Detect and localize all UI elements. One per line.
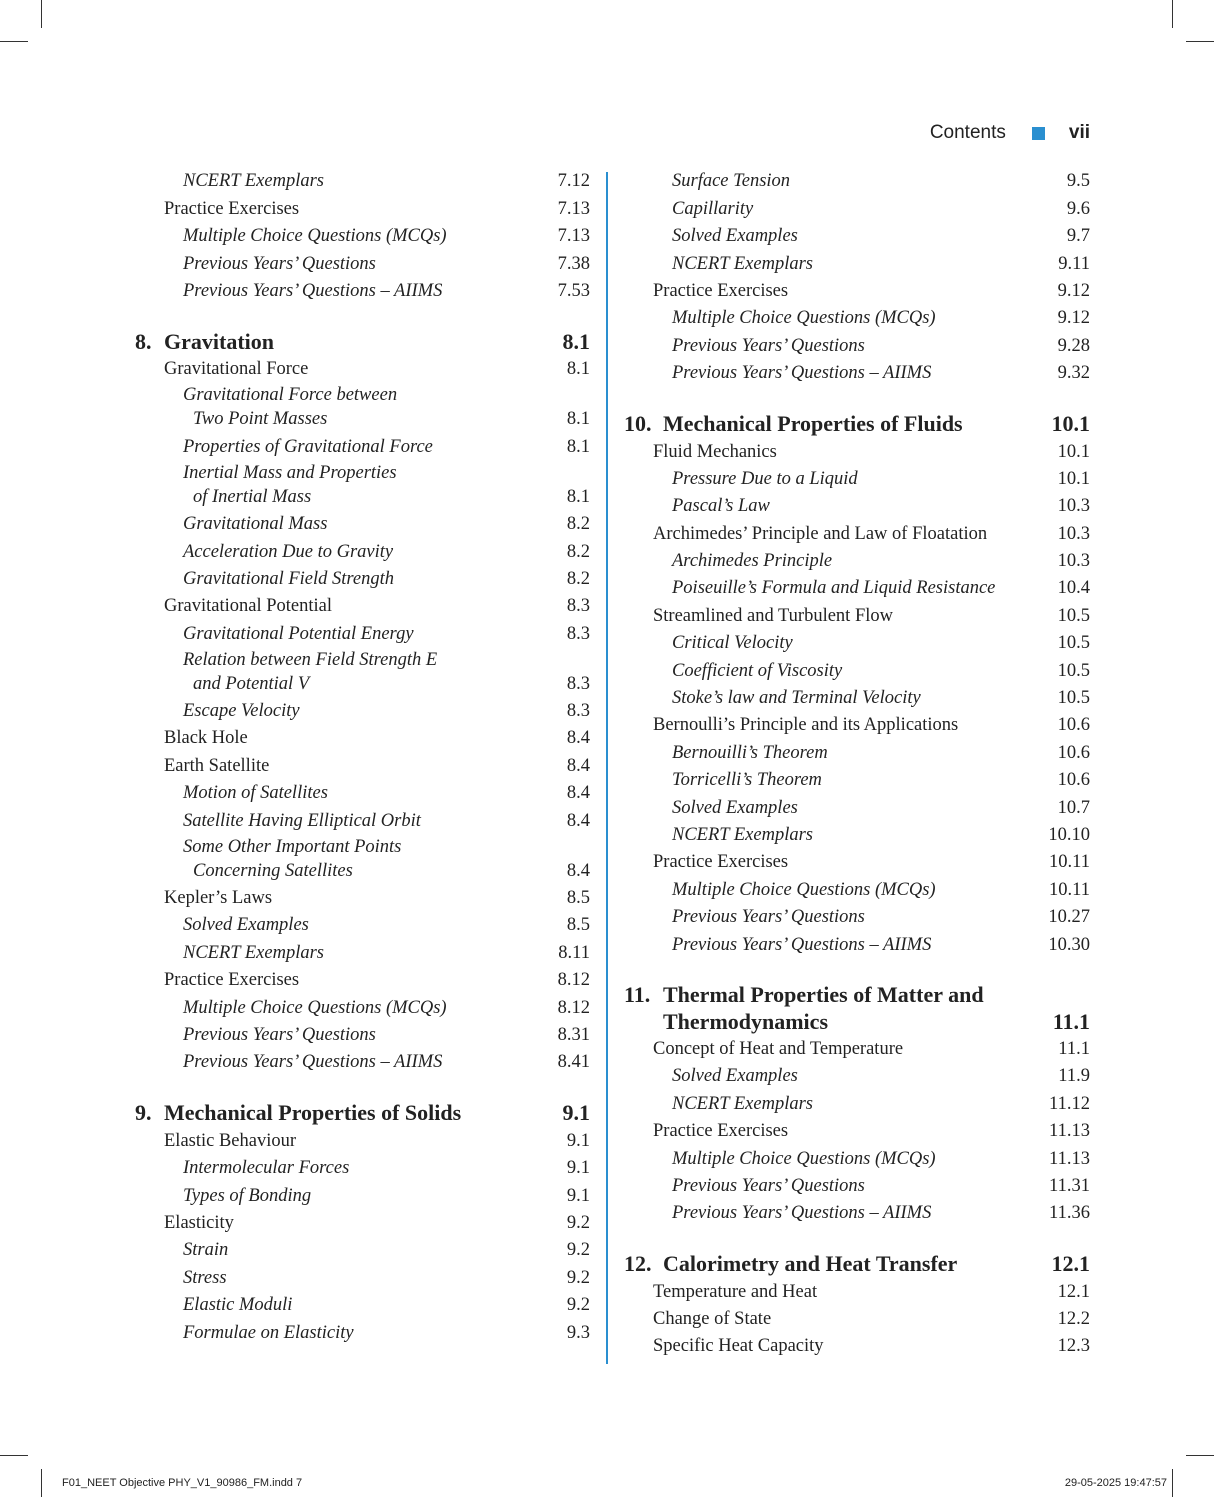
chapter-title: Gravitation — [164, 328, 274, 354]
entry-page-number: 10.5 — [1057, 605, 1090, 626]
entry-page-number: 11.1 — [1052, 1008, 1090, 1034]
subsection-entry[interactable] — [624, 685, 1090, 712]
entry-page-number: 8.41 — [557, 1052, 590, 1073]
entry-title: Streamlined and Turbulent Flow — [653, 605, 893, 626]
entry-page-number: 9.2 — [566, 1212, 590, 1233]
running-header — [930, 119, 1090, 147]
subsection-entry[interactable] — [624, 822, 1090, 849]
entry-page-number: 12.3 — [1057, 1336, 1090, 1357]
chapter-title: Mechanical Properties of Fluids — [663, 411, 963, 437]
entry-title: Previous Years’ Questions — [672, 907, 865, 928]
entry-title: Solved Examples — [672, 226, 798, 247]
entry-page-number: 10.6 — [1057, 715, 1090, 736]
entry-page-number: 10.11 — [1049, 852, 1090, 873]
entry-page-number: 7.13 — [557, 198, 590, 219]
subsection-entry[interactable] — [135, 566, 590, 593]
subsection-entry[interactable] — [624, 466, 1090, 493]
entry-page-number: 9.7 — [1066, 226, 1090, 247]
subsection-entry[interactable] — [135, 698, 590, 725]
crop-mark — [1172, 1469, 1173, 1497]
entry-title: Gravitational Potential — [164, 596, 332, 617]
subsection-entry[interactable] — [135, 511, 590, 538]
entry-title: Elastic Behaviour — [164, 1130, 297, 1151]
entry-title: Previous Years’ Questions – AIIMS — [672, 1203, 932, 1224]
subsection-entry[interactable] — [624, 767, 1090, 794]
chapter-entry[interactable] — [135, 1098, 590, 1127]
entry-title: Gravitational Force — [164, 359, 309, 380]
subsection-entry[interactable] — [624, 223, 1090, 250]
subsection-entry[interactable] — [135, 939, 590, 966]
footer-date: 29-05-2025 19:47:57 — [1064, 1477, 1167, 1489]
entry-title: Critical Velocity — [672, 633, 793, 654]
entry-title: Archimedes’ Principle and Law of Floatation — [653, 523, 988, 544]
entry-page-number: 8.5 — [566, 888, 590, 909]
subsection-entry[interactable] — [135, 1155, 590, 1182]
subsection-entry[interactable] — [135, 1049, 590, 1076]
entry-page-number: 10.5 — [1057, 633, 1090, 654]
entry-title: Escape Velocity — [183, 701, 300, 722]
subsection-entry[interactable] — [135, 1292, 590, 1319]
entry-title: Previous Years’ Questions — [183, 1024, 376, 1045]
entry-page-number: 10.6 — [1057, 770, 1090, 791]
subsection-entry[interactable] — [135, 780, 590, 807]
entry-title: Elasticity — [164, 1212, 234, 1233]
entry-title: Change of State — [653, 1309, 772, 1330]
chapter-title-cont: Thermodynamics — [663, 1008, 828, 1034]
entry-title: Acceleration Due to Gravity — [183, 541, 394, 562]
subsection-entry[interactable] — [135, 1237, 590, 1264]
entry-page-number: 9.5 — [1066, 171, 1090, 192]
entry-title: NCERT Exemplars — [672, 1093, 813, 1114]
entry-page-number: 11.13 — [1049, 1148, 1090, 1169]
subsection-entry[interactable] — [624, 876, 1090, 903]
section-entry[interactable] — [624, 849, 1090, 876]
entry-title: Fluid Mechanics — [653, 441, 777, 462]
entry-title: Properties of Gravitational Force — [183, 436, 433, 457]
subsection-entry[interactable] — [624, 360, 1090, 387]
entry-title: Bernoulli’s Principle and its Applications — [653, 715, 959, 736]
entry-page-number: 8.4 — [566, 810, 590, 831]
crop-mark — [1172, 0, 1173, 28]
subsection-entry[interactable] — [624, 1200, 1090, 1227]
entry-title: Previous Years’ Questions – AIIMS — [672, 363, 932, 384]
entry-title: Types of Bonding — [183, 1185, 312, 1206]
entry-page-number: 9.12 — [1057, 308, 1090, 329]
entry-title: NCERT Exemplars — [672, 253, 813, 274]
entry-page-number: 10.11 — [1049, 879, 1090, 900]
entry-title: Coefficient of Viscosity — [672, 660, 843, 681]
subsection-entry[interactable] — [624, 548, 1090, 575]
entry-title: Multiple Choice Questions (MCQs) — [672, 1148, 936, 1169]
chapter-entry[interactable] — [135, 327, 590, 356]
subsection-entry[interactable] — [135, 461, 590, 511]
entry-title: NCERT Exemplars — [183, 171, 324, 192]
entry-page-number: 8.1 — [566, 486, 590, 507]
entry-page-number: 10.1 — [1057, 441, 1090, 462]
entry-title: Pascal’s Law — [672, 496, 770, 517]
subsection-entry[interactable] — [135, 433, 590, 460]
subsection-entry[interactable] — [135, 994, 590, 1021]
entry-title: Concept of Heat and Temperature — [653, 1038, 904, 1059]
entry-title: Gravitational Mass — [183, 514, 328, 535]
entry-title: Bernouilli’s Theorem — [672, 742, 828, 763]
subsection-entry[interactable] — [624, 1090, 1090, 1117]
section-entry[interactable] — [135, 593, 590, 620]
entry-page-number: 8.1 — [566, 436, 590, 457]
subsection-entry[interactable] — [135, 168, 590, 195]
entry-page-number: 10.10 — [1048, 824, 1090, 845]
entry-page-number: 10.30 — [1048, 934, 1090, 955]
entry-page-number: 8.4 — [566, 860, 590, 881]
entry-page-number: 10.7 — [1057, 797, 1090, 818]
entry-page-number: 9.2 — [566, 1240, 590, 1261]
entry-page-number: 12.1 — [1051, 1251, 1090, 1277]
entry-title: Practice Exercises — [653, 1121, 789, 1142]
crop-mark — [0, 41, 28, 42]
subsection-entry[interactable] — [135, 835, 590, 885]
entry-page-number: 7.38 — [557, 253, 590, 274]
entry-page-number: 10.3 — [1057, 523, 1090, 544]
entry-page-number: 8.2 — [566, 514, 590, 535]
subsection-entry[interactable] — [624, 739, 1090, 766]
entry-title — [624, 981, 1041, 1036]
entry-title-cont: of Inertial Mass — [193, 486, 312, 507]
section-entry[interactable] — [135, 885, 590, 912]
entry-title: Strain — [183, 1240, 229, 1261]
section-entry[interactable] — [624, 438, 1090, 465]
section-entry[interactable] — [135, 967, 590, 994]
entry-title: Earth Satellite — [164, 755, 270, 776]
entry-page-number: 9.11 — [1058, 253, 1090, 274]
entry-page-number: 10.5 — [1057, 688, 1090, 709]
entry-title: Poiseuille’s Formula and Liquid Resistance — [672, 578, 996, 599]
entry-title: Torricelli’s Theorem — [672, 770, 822, 791]
toc-right-column — [624, 168, 1090, 1360]
entry-page-number: 11.31 — [1049, 1175, 1090, 1196]
entry-page-number: 9.32 — [1057, 363, 1090, 384]
entry-title-cont: and Potential V — [193, 673, 310, 694]
entry-title: Stoke’s law and Terminal Velocity — [672, 688, 921, 709]
subsection-entry[interactable] — [624, 250, 1090, 277]
entry-title: Surface Tension — [672, 171, 791, 192]
entry-page-number: 8.4 — [566, 728, 590, 749]
entry-page-number: 8.3 — [566, 596, 590, 617]
entry-page-number: 9.1 — [566, 1158, 590, 1179]
section-entry[interactable] — [135, 1210, 590, 1237]
entry-page-number: 10.3 — [1057, 551, 1090, 572]
entry-page-number: 8.4 — [566, 783, 590, 804]
subsection-entry[interactable] — [624, 630, 1090, 657]
entry-page-number: 9.1 — [566, 1185, 590, 1206]
entry-page-number: 8.4 — [566, 755, 590, 776]
entry-title: Practice Exercises — [164, 198, 300, 219]
section-entry[interactable] — [624, 712, 1090, 739]
entry-title: Some Other Important Points Concerning Satellites — [183, 836, 402, 881]
chapter-number: 9. — [135, 1100, 152, 1126]
subsection-entry[interactable] — [624, 904, 1090, 931]
subsection-entry[interactable] — [135, 223, 590, 250]
entry-title: Previous Years’ Questions – AIIMS — [672, 934, 932, 955]
entry-title: Previous Years’ Questions – AIIMS — [183, 280, 443, 301]
subsection-entry[interactable] — [624, 575, 1090, 602]
entry-page-number: 8.3 — [566, 623, 590, 644]
entry-title: Kepler’s Laws — [164, 888, 273, 909]
entry-page-number: 8.2 — [566, 568, 590, 589]
section-entry[interactable] — [135, 1127, 590, 1154]
entry-page-number: 12.1 — [1057, 1281, 1090, 1302]
entry-page-number: 9.28 — [1057, 335, 1090, 356]
header-label: Contents — [929, 122, 1006, 143]
subsection-entry[interactable] — [624, 305, 1090, 332]
subsection-entry[interactable] — [624, 657, 1090, 684]
entry-page-number: 11.36 — [1049, 1203, 1090, 1224]
entry-page-number: 7.12 — [557, 171, 590, 192]
subsection-entry[interactable] — [135, 648, 590, 698]
entry-title: Gravitational Field Strength — [183, 568, 395, 589]
subsection-entry[interactable] — [624, 1063, 1090, 1090]
subsection-entry[interactable] — [135, 1319, 590, 1346]
entry-title: Practice Exercises — [164, 970, 300, 991]
entry-title-cont: Two Point Masses — [193, 409, 328, 430]
entry-title: Solved Examples — [672, 797, 798, 818]
section-entry[interactable] — [135, 752, 590, 779]
chapter-title: Mechanical Properties of Solids — [164, 1100, 462, 1126]
entry-page-number: 7.13 — [557, 226, 590, 247]
entry-title: Gravitational Force between Two Point Masses — [183, 385, 398, 430]
entry-title: Relation between Field Strength E and Potential V — [183, 649, 438, 694]
entry-page-number: 9.1 — [566, 1130, 590, 1151]
crop-mark — [1186, 41, 1214, 42]
entry-title: Multiple Choice Questions (MCQs) — [672, 879, 936, 900]
subsection-entry[interactable] — [135, 807, 590, 834]
section-entry[interactable] — [135, 725, 590, 752]
entry-title — [624, 410, 1040, 438]
entry-title — [135, 328, 551, 356]
entry-title: Temperature and Heat — [653, 1281, 818, 1302]
entry-title: Archimedes Principle — [672, 551, 833, 572]
entry-page-number: 11.1 — [1058, 1038, 1090, 1059]
entry-page-number: 8.12 — [557, 997, 590, 1018]
entry-page-number: 8.11 — [558, 942, 590, 963]
crop-mark — [41, 0, 42, 28]
footer-file: F01_NEET Objective PHY_V1_90986_FM.indd 7 — [62, 1477, 303, 1489]
subsection-entry[interactable] — [624, 794, 1090, 821]
section-entry[interactable] — [624, 1333, 1090, 1360]
section-entry[interactable] — [624, 602, 1090, 629]
chapter-number: 12. — [624, 1251, 652, 1277]
entry-title: Previous Years’ Questions — [672, 335, 865, 356]
entry-page-number: 8.2 — [566, 541, 590, 562]
chapter-title: Calorimetry and Heat Transfer — [663, 1251, 958, 1277]
chapter-entry[interactable] — [624, 1249, 1090, 1278]
crop-mark — [0, 1455, 28, 1456]
entry-page-number: 10.27 — [1048, 907, 1090, 928]
entry-title: Practice Exercises — [653, 280, 789, 301]
entry-page-number: 7.53 — [557, 280, 590, 301]
entry-page-number: 10.4 — [1057, 578, 1090, 599]
subsection-entry[interactable] — [135, 1022, 590, 1049]
entry-title: Previous Years’ Questions — [183, 253, 376, 274]
subsection-entry[interactable] — [135, 1264, 590, 1291]
chapter-number: 10. — [624, 411, 652, 437]
entry-title: NCERT Exemplars — [183, 942, 324, 963]
entry-page-number: 8.3 — [566, 673, 590, 694]
subsection-entry[interactable] — [624, 931, 1090, 958]
subsection-entry[interactable] — [624, 195, 1090, 222]
subsection-entry[interactable] — [135, 538, 590, 565]
subsection-entry[interactable] — [624, 1145, 1090, 1172]
entry-title: Formulae on Elasticity — [183, 1322, 354, 1343]
entry-title: Black Hole — [164, 728, 248, 749]
entry-title: Previous Years’ Questions — [672, 1175, 865, 1196]
entry-page-number: 8.1 — [566, 409, 590, 430]
section-entry[interactable] — [624, 1306, 1090, 1333]
toc-left-column — [135, 168, 590, 1347]
entry-title: Elastic Moduli — [183, 1295, 293, 1316]
entry-title: Multiple Choice Questions (MCQs) — [183, 997, 447, 1018]
subsection-entry[interactable] — [135, 912, 590, 939]
crop-mark — [41, 1469, 42, 1497]
entry-title-cont: Concerning Satellites — [193, 860, 353, 881]
chapter-entry[interactable] — [624, 409, 1090, 438]
entry-title: Inertial Mass and Properties of Inertial Mass — [183, 462, 397, 507]
entry-page-number: 8.3 — [566, 701, 590, 722]
section-entry[interactable] — [624, 1036, 1090, 1063]
entry-page-number: 10.1 — [1057, 468, 1090, 489]
entry-title: Intermolecular Forces — [183, 1158, 350, 1179]
entry-title: Gravitational Potential Energy — [183, 623, 414, 644]
entry-page-number: 11.9 — [1058, 1066, 1090, 1087]
section-entry[interactable] — [135, 356, 590, 383]
entry-page-number: 9.2 — [566, 1267, 590, 1288]
entry-title: Motion of Satellites — [183, 783, 328, 804]
entry-title: Satellite Having Elliptical Orbit — [183, 810, 421, 831]
chapter-title: Thermal Properties of Matter and — [663, 981, 984, 1007]
entry-title: Pressure Due to a Liquid — [672, 468, 858, 489]
subsection-entry[interactable] — [135, 383, 590, 433]
subsection-entry[interactable] — [624, 493, 1090, 520]
entry-title: Multiple Choice Questions (MCQs) — [672, 308, 936, 329]
section-entry[interactable] — [135, 195, 590, 222]
subsection-entry[interactable] — [624, 168, 1090, 195]
entry-page-number: 9.1 — [562, 1100, 590, 1126]
subsection-entry[interactable] — [624, 1173, 1090, 1200]
entry-title: Specific Heat Capacity — [653, 1336, 824, 1357]
entry-page-number: 8.1 — [562, 328, 590, 354]
entry-page-number: 9.6 — [1066, 198, 1090, 219]
entry-page-number: 10.6 — [1057, 742, 1090, 763]
header-square-icon — [1032, 127, 1045, 140]
entry-page-number: 11.12 — [1049, 1093, 1090, 1114]
section-entry[interactable] — [624, 1118, 1090, 1145]
entry-page-number: 8.1 — [566, 359, 590, 380]
entry-page-number: 11.13 — [1049, 1121, 1090, 1142]
entry-page-number: 9.2 — [566, 1295, 590, 1316]
entry-title: NCERT Exemplars — [672, 824, 813, 845]
entry-page-number: 10.3 — [1057, 496, 1090, 517]
chapter-number: 8. — [135, 328, 152, 354]
chapter-number: 11. — [624, 981, 651, 1007]
subsection-entry[interactable] — [624, 332, 1090, 359]
chapter-entry[interactable] — [624, 981, 1090, 1036]
entry-page-number: 8.5 — [566, 915, 590, 936]
column-divider — [606, 172, 608, 1364]
entry-title — [135, 1099, 551, 1127]
section-entry[interactable] — [624, 520, 1090, 547]
entry-title: Capillarity — [672, 198, 754, 219]
subsection-entry[interactable] — [135, 278, 590, 305]
entry-title: Solved Examples — [672, 1066, 798, 1087]
entry-title — [624, 1250, 1040, 1278]
entry-page-number: 12.2 — [1057, 1309, 1090, 1330]
entry-title: Stress — [183, 1267, 227, 1288]
entry-page-number: 9.3 — [566, 1322, 590, 1343]
entry-page-number: 9.12 — [1057, 280, 1090, 301]
entry-title: Solved Examples — [183, 915, 309, 936]
header-page-number: vii — [1068, 122, 1090, 143]
entry-title: Multiple Choice Questions (MCQs) — [183, 226, 447, 247]
subsection-entry[interactable] — [135, 250, 590, 277]
section-entry[interactable] — [624, 1278, 1090, 1305]
entry-page-number: 8.31 — [557, 1024, 590, 1045]
entry-title: Practice Exercises — [653, 852, 789, 873]
crop-mark — [1186, 1455, 1214, 1456]
section-entry[interactable] — [624, 278, 1090, 305]
subsection-entry[interactable] — [135, 1182, 590, 1209]
entry-page-number: 10.5 — [1057, 660, 1090, 681]
entry-title: Previous Years’ Questions – AIIMS — [183, 1052, 443, 1073]
entry-page-number: 10.1 — [1051, 411, 1090, 437]
subsection-entry[interactable] — [135, 620, 590, 647]
entry-page-number: 8.12 — [557, 970, 590, 991]
